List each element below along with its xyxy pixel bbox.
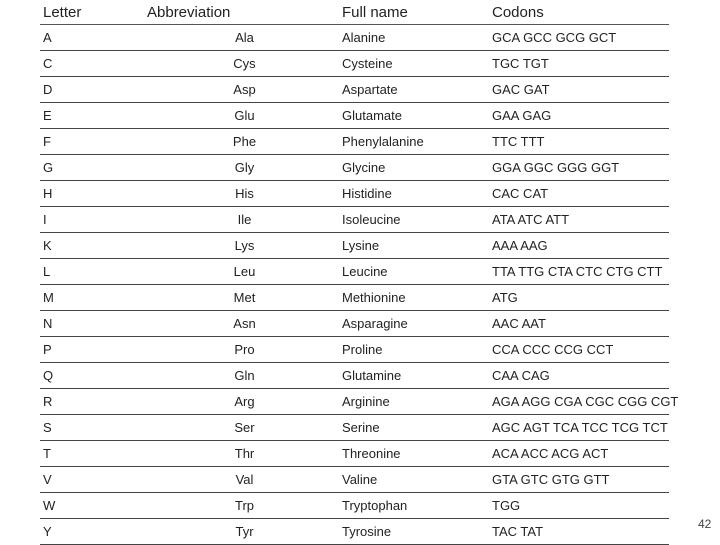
cell-letter: E: [40, 103, 147, 129]
cell-codons: CAA CAG: [492, 363, 669, 389]
cell-full-name: Threonine: [342, 441, 492, 467]
cell-abbreviation: Pro: [147, 337, 342, 363]
cell-abbreviation: Gly: [147, 155, 342, 181]
cell-letter: K: [40, 233, 147, 259]
cell-abbreviation: Asp: [147, 77, 342, 103]
cell-full-name: Cysteine: [342, 51, 492, 77]
cell-letter: N: [40, 311, 147, 337]
table-row: [40, 51, 669, 77]
cell-abbreviation: Trp: [147, 493, 342, 519]
table-row: [40, 285, 669, 311]
cell-codons: TAC TAT: [492, 519, 669, 545]
cell-letter: C: [40, 51, 147, 77]
cell-full-name: Glutamine: [342, 363, 492, 389]
cell-codons: ATG: [492, 285, 669, 311]
cell-letter: L: [40, 259, 147, 285]
cell-full-name: Arginine: [342, 389, 492, 415]
table-row: [40, 103, 669, 129]
table-row: [40, 467, 669, 493]
cell-codons: TGC TGT: [492, 51, 669, 77]
cell-letter: I: [40, 207, 147, 233]
table-row: [40, 415, 669, 441]
cell-letter: S: [40, 415, 147, 441]
cell-full-name: Phenylalanine: [342, 129, 492, 155]
cell-abbreviation: Cys: [147, 51, 342, 77]
table-row: [40, 77, 669, 103]
cell-abbreviation: Ser: [147, 415, 342, 441]
cell-letter: A: [40, 25, 147, 51]
cell-codons: GGA GGC GGG GGT: [492, 155, 669, 181]
amino-acid-codon-table: [40, 0, 679, 545]
cell-full-name: Asparagine: [342, 311, 492, 337]
table-row: [40, 493, 669, 519]
cell-full-name: Tyrosine: [342, 519, 492, 545]
cell-codons: AGC AGT TCA TCC TCG TCT: [492, 415, 669, 441]
page-number: 42: [698, 517, 712, 531]
cell-letter: T: [40, 441, 147, 467]
cell-full-name: Glycine: [342, 155, 492, 181]
table-row: [40, 389, 669, 415]
table-row: [40, 129, 669, 155]
table-body: [40, 25, 679, 545]
cell-full-name: Serine: [342, 415, 492, 441]
cell-codons: GAA GAG: [492, 103, 669, 129]
table-row: [40, 233, 669, 259]
table-header-row: [40, 0, 669, 25]
cell-abbreviation: His: [147, 181, 342, 207]
cell-codons: TTC TTT: [492, 129, 669, 155]
cell-letter: H: [40, 181, 147, 207]
cell-abbreviation: Val: [147, 467, 342, 493]
header-full-name: Full name: [342, 0, 492, 25]
table-row: [40, 25, 669, 51]
cell-abbreviation: Asn: [147, 311, 342, 337]
cell-full-name: Histidine: [342, 181, 492, 207]
table-row: [40, 363, 669, 389]
cell-codons: CAC CAT: [492, 181, 669, 207]
table-row: [40, 259, 669, 285]
cell-letter: Q: [40, 363, 147, 389]
cell-letter: P: [40, 337, 147, 363]
cell-full-name: Valine: [342, 467, 492, 493]
cell-abbreviation: Tyr: [147, 519, 342, 545]
header-letter: Letter: [40, 0, 147, 25]
table-row: [40, 311, 669, 337]
table-row: [40, 441, 669, 467]
cell-codons: GTA GTC GTG GTT: [492, 467, 669, 493]
cell-abbreviation: Ile: [147, 207, 342, 233]
table-row: [40, 337, 669, 363]
header-codons: Codons: [492, 0, 669, 25]
cell-codons: ATA ATC ATT: [492, 207, 669, 233]
table-row: [40, 207, 669, 233]
cell-full-name: Glutamate: [342, 103, 492, 129]
cell-codons: ACA ACC ACG ACT: [492, 441, 669, 467]
cell-letter: W: [40, 493, 147, 519]
cell-full-name: Tryptophan: [342, 493, 492, 519]
cell-letter: Y: [40, 519, 147, 545]
cell-letter: G: [40, 155, 147, 181]
cell-codons: AAA AAG: [492, 233, 669, 259]
cell-full-name: Methionine: [342, 285, 492, 311]
cell-letter: M: [40, 285, 147, 311]
cell-abbreviation: Glu: [147, 103, 342, 129]
cell-full-name: Leucine: [342, 259, 492, 285]
table-row: [40, 519, 669, 545]
table-row: [40, 181, 669, 207]
cell-codons: TTA TTG CTA CTC CTG CTT: [492, 259, 669, 285]
cell-abbreviation: Ala: [147, 25, 342, 51]
cell-codons: AAC AAT: [492, 311, 669, 337]
cell-abbreviation: Leu: [147, 259, 342, 285]
cell-letter: D: [40, 77, 147, 103]
cell-full-name: Isoleucine: [342, 207, 492, 233]
cell-abbreviation: Phe: [147, 129, 342, 155]
cell-codons: GAC GAT: [492, 77, 669, 103]
cell-full-name: Proline: [342, 337, 492, 363]
cell-full-name: Lysine: [342, 233, 492, 259]
cell-abbreviation: Arg: [147, 389, 342, 415]
cell-codons: CCA CCC CCG CCT: [492, 337, 669, 363]
header-abbreviation: Abbreviation: [147, 0, 342, 25]
cell-letter: R: [40, 389, 147, 415]
cell-full-name: Alanine: [342, 25, 492, 51]
cell-abbreviation: Met: [147, 285, 342, 311]
cell-codons: TGG: [492, 493, 669, 519]
cell-full-name: Aspartate: [342, 77, 492, 103]
cell-abbreviation: Gln: [147, 363, 342, 389]
cell-abbreviation: Thr: [147, 441, 342, 467]
cell-codons: GCA GCC GCG GCT: [492, 25, 669, 51]
table-row: [40, 155, 669, 181]
cell-letter: F: [40, 129, 147, 155]
cell-codons: AGA AGG CGA CGC CGG CGT: [492, 389, 669, 415]
cell-letter: V: [40, 467, 147, 493]
cell-abbreviation: Lys: [147, 233, 342, 259]
